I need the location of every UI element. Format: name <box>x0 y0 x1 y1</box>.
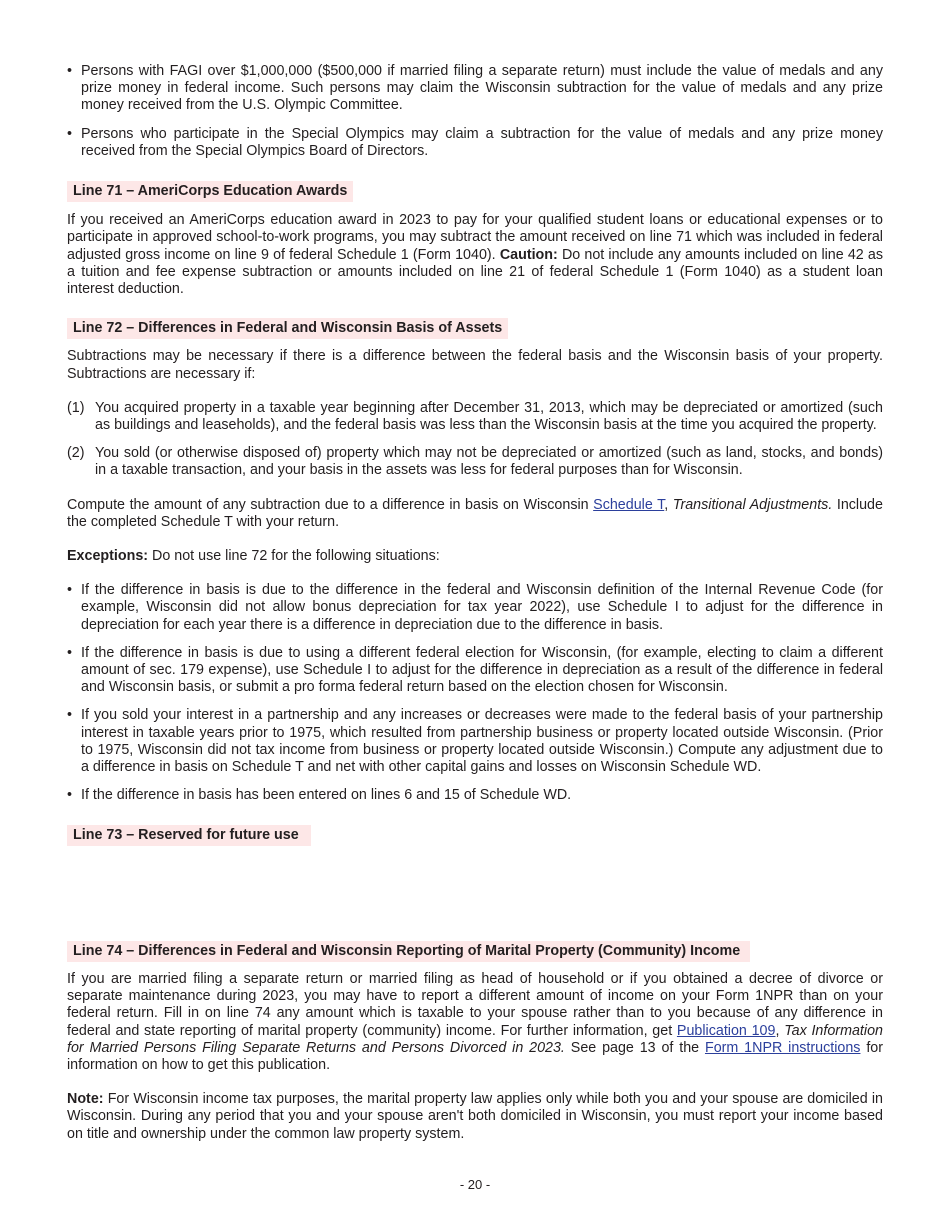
paragraph-text: If you are married filing a separate return or married filing as head of household or if you obtained a decree of divorce or separate maintenance during 2023, you may have to report a different amount of income on your Form 1NPR than on your federal return. Fill in on line 74 any amount which is taxable to your spouse rather than to you because of any difference in federal and state reporting of marital property (community) income. For further information, get <box>67 970 883 1039</box>
italic-title: Transitional Adjustments. <box>672 496 833 513</box>
item-text: You acquired property in a taxable year beginning after December 31, 2013, which may be depreciated or amortized (such as buildings and leaseholds), and the federal basis was less than the Wisconsin basis at the time you acquired the property. <box>95 399 883 434</box>
numbered-item <box>67 400 883 434</box>
paragraph <box>67 212 883 298</box>
item-number: (2) <box>67 445 85 462</box>
section-line-71 <box>67 181 883 202</box>
paragraph-text: Include the completed Schedule T with your return. <box>67 496 883 530</box>
publication-109-link[interactable]: Publication 109 <box>676 1022 776 1039</box>
section-heading: Line 73 – Reserved for future use <box>67 825 311 846</box>
italic-title: Tax Information for Married Persons Filing Separate Returns and Persons Divorced in 2023. <box>67 1022 883 1056</box>
caution-label: Caution: <box>499 246 558 263</box>
section-heading: Line 74 – Differences in Federal and Wisconsin Reporting of Marital Property (Community) Income <box>67 941 750 962</box>
list-item: • Persons with FAGI over $1,000,000 ($500,000 if married filing a separate return) must include the value of medals and any prize money in federal income. Such persons may claim the Wisconsin subtraction for the value of medals and any prize money received from the U.S. Olympic Committee. <box>67 63 883 115</box>
paragraph: If you are married filing a separate return or married filing as head of household or if you obtained a decree of divorce or separate maintenance during 2023, you may have to report a different amount of income on your Form 1NPR than on your federal return. Fill in on line 74 any amount which is taxable to your spouse rather than to you because of any difference in federal and state reporting of marital property (community) income. For further information, get Publication 109, Tax Information for Married Persons Filing Separate Returns and Persons Divorced in 2023. See page 13 of the Form 1NPR instructions for information on how to get this publication. <box>67 970 884 1073</box>
exceptions-label: Exceptions: <box>67 548 149 565</box>
paragraph <box>67 548 883 565</box>
section-line-73 <box>67 825 883 846</box>
paragraph-text: Do not include any amounts included on line 42 as a tuition and fee expense subtraction or amounts included on line 21 of federal Schedule 1 (Form 1040) as a student loan interest deduction. <box>67 246 884 298</box>
numbered-item <box>67 445 883 479</box>
item-text: You sold (or otherwise disposed of) property which may not be depreciated or amortized (such as land, stocks, and bonds) in a taxable transaction, and your basis in the assets was less for federal purposes than for Wisconsin. <box>95 445 883 479</box>
list-item: • Persons who participate in the Special Olympics may claim a subtraction for the value of medals and any prize money received from the Special Olympics Board of Directors. <box>67 126 883 160</box>
schedule-t-link[interactable]: Schedule T <box>593 496 665 513</box>
section-line-72 <box>67 318 883 339</box>
list-item: • If the difference in basis has been entered on lines 6 and 15 of Schedule WD. <box>67 787 883 804</box>
paragraph: Compute the amount of any subtraction due to a difference in basis on Wisconsin Schedule T, Transitional Adjustments. Include the completed Schedule T with your return. <box>67 496 883 530</box>
section-line-74 <box>67 941 883 962</box>
section-heading: Line 72 – Differences in Federal and Wisconsin Basis of Assets <box>67 318 508 339</box>
paragraph-text: Do not use line 72 for the following situations: <box>152 548 440 565</box>
list-item: • If the difference in basis is due to using a different federal election for Wisconsin, (for example, electing to claim a different amount of sec. 179 expense), use Schedule I to adjust for the difference in depreciation as a result of the difference in federal and Wisconsin basis, or submit a pro forma federal return based on the election chosen for Wisconsin. <box>67 645 883 697</box>
page-number: - 20 - <box>459 1177 491 1192</box>
paragraph-text: See page 13 of the <box>570 1039 700 1056</box>
list-item: • If the difference in basis is due to the difference in the federal and Wisconsin definition of the Internal Revenue Code (for example, Wisconsin did not allow bonus depreciation for tax year 2022), use Schedule I to adjust for the difference in depreciation for each year there is a difference in depreciation due to the difference in basis. <box>67 582 883 634</box>
form-1npr-instructions-link[interactable]: Form 1NPR instructions <box>704 1039 861 1056</box>
paragraph <box>67 1091 883 1143</box>
paragraph-text: for information on how to get this publication. <box>67 1039 884 1073</box>
list-item: • If you sold your interest in a partnership and any increases or decreases were made to the federal basis of your partnership interest in taxable years prior to 1975, which resulted from partnership business or property located outside Wisconsin. (Prior to 1975, Wisconsin did not tax income from business or property located outside Wisconsin.) Compute any adjustment due to a difference in basis on Schedule T and net with other capital gains and losses on Wisconsin Schedule WD. <box>67 707 883 776</box>
item-number: (1) <box>67 399 85 416</box>
paragraph-text: For Wisconsin income tax purposes, the marital property law applies only while both you and your spouse are domiciled in Wisconsin. During any period that you and your spouse aren't both domiciled in Wisconsin, you must report your income based on title and ownership under the common law property system. <box>67 1091 883 1142</box>
paragraph: Subtractions may be necessary if there is a difference between the federal basis and the Wisconsin basis of your property. Subtractions are necessary if: <box>67 348 883 382</box>
paragraph-text: If you received an AmeriCorps education award in 2023 to pay for your qualified student loans or educational expenses or to participate in approved school-to-work programs, you may subtract the amount received on line 71 which was included in federal adjusted gross income on line 9 of federal Schedule 1 (Form 1040). <box>67 212 883 263</box>
section-heading: Line 71 – AmeriCorps Education Awards <box>67 181 353 202</box>
page-content <box>67 63 883 1143</box>
paragraph-text: Compute the amount of any subtraction due to a difference in basis on Wisconsin <box>67 496 589 513</box>
note-label: Note: <box>67 1091 104 1108</box>
